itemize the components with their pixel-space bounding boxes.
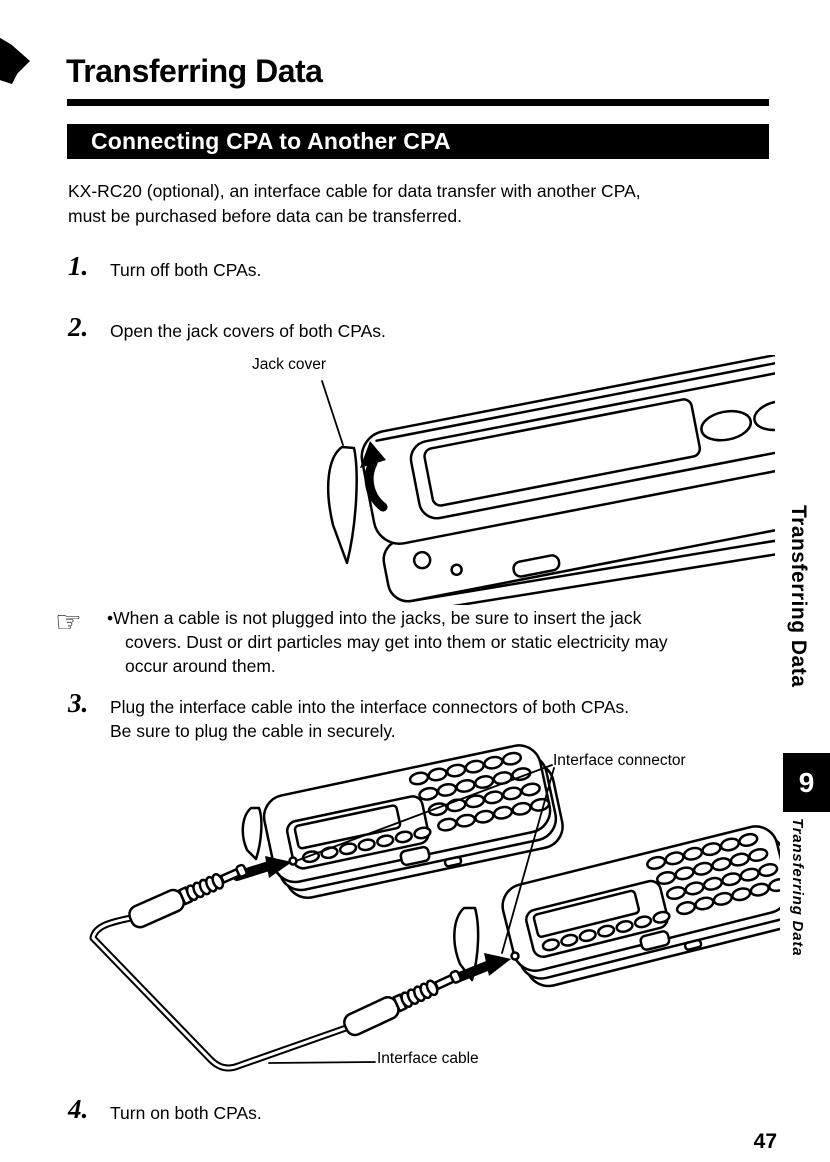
step-number: 4. bbox=[68, 1094, 89, 1124]
cable-plug-a bbox=[127, 859, 250, 930]
note-line: covers. Dust or dirt particles may get into them or static electricity may bbox=[125, 632, 668, 652]
chapter-number: 9 bbox=[798, 767, 815, 798]
two-cpa-illustration bbox=[65, 740, 780, 1090]
cpa-device-a bbox=[260, 740, 567, 904]
title-rule bbox=[67, 99, 769, 106]
step-line: Plug the interface cable into the interface connectors of both CPAs. bbox=[110, 697, 630, 717]
chapter-number-tab bbox=[783, 753, 830, 812]
note-line: •When a cable is not plugged into the jacks, be sure to insert the jack bbox=[107, 608, 642, 628]
step-2 bbox=[68, 314, 386, 343]
sidebar-chapter-title: Transferring Data bbox=[787, 505, 810, 688]
plug-arrowhead-b bbox=[484, 953, 511, 976]
cpa-corner-illustration bbox=[230, 355, 775, 605]
intro-line: must be purchased before data can be transferred. bbox=[68, 206, 462, 226]
interface-cable-label: Interface cable bbox=[377, 1050, 479, 1067]
step-4 bbox=[68, 1096, 262, 1125]
page-title: Transferring Data bbox=[66, 53, 323, 89]
jack-cover-leader-line bbox=[322, 381, 343, 445]
intro-line: KX-RC20 (optional), an interface cable for data transfer with another CPA, bbox=[68, 181, 641, 201]
figure-cable-connection bbox=[65, 740, 780, 1090]
step-text: Turn on both CPAs. bbox=[110, 1103, 262, 1123]
section-banner-label: Connecting CPA to Another CPA bbox=[91, 128, 451, 154]
note-block bbox=[55, 606, 668, 678]
jack-cover-flap-a bbox=[243, 808, 262, 859]
figure-jack-cover bbox=[230, 355, 775, 605]
intro-paragraph bbox=[68, 179, 641, 229]
step-number: 2. bbox=[68, 312, 89, 342]
step-number: 1. bbox=[68, 251, 89, 281]
page-number: 47 bbox=[753, 1130, 777, 1153]
sidebar-chapter-subtitle: Transferring Data bbox=[789, 818, 806, 957]
step-line: Be sure to plug the cable in securely. bbox=[110, 721, 396, 741]
interface-cable bbox=[93, 918, 346, 1068]
interface-connector-label: Interface connector bbox=[553, 752, 686, 769]
scan-artifact bbox=[0, 36, 30, 84]
step-3 bbox=[68, 690, 629, 743]
section-banner bbox=[67, 124, 769, 159]
cable-plug-b bbox=[341, 965, 464, 1038]
step-text bbox=[110, 690, 629, 743]
step-1 bbox=[68, 253, 261, 282]
pointing-hand-icon: ☞ bbox=[55, 606, 82, 639]
step-text: Open the jack covers of both CPAs. bbox=[110, 321, 386, 341]
jack-cover-label: Jack cover bbox=[252, 356, 327, 373]
step-text: Turn off both CPAs. bbox=[110, 260, 262, 280]
jack-cover-flap bbox=[328, 447, 356, 563]
note-line: occur around them. bbox=[125, 656, 276, 676]
cable-leader-line bbox=[269, 1062, 375, 1063]
step-number: 3. bbox=[68, 688, 89, 718]
interface-connector-b bbox=[512, 953, 519, 960]
note-text bbox=[107, 606, 668, 678]
